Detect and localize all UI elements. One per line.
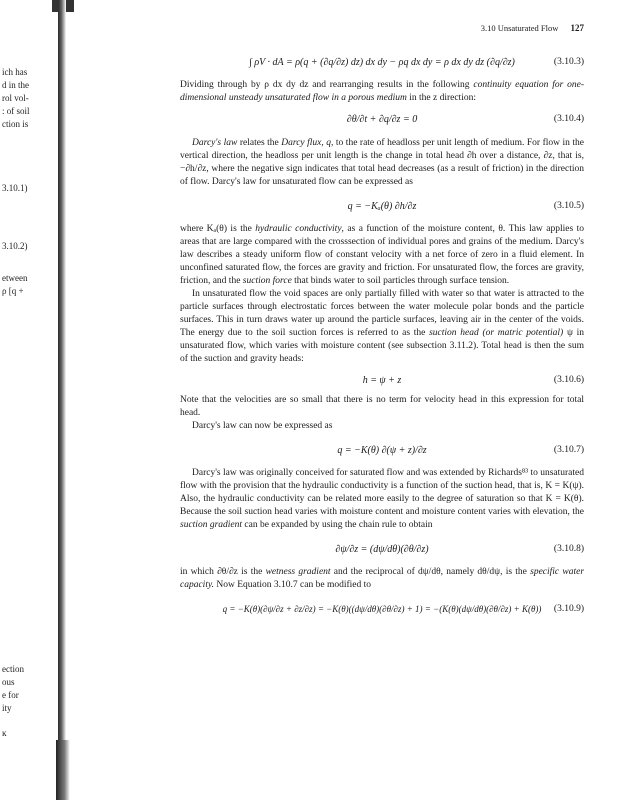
paragraph: in which ∂θ/∂z is the wetness gradient and the reciprocal of dψ/dθ, namely dθ/dψ, is the specific water capacity. Now Equation 3.10.7 can be modified to bbox=[180, 567, 585, 590]
equation-expression: q = −K(θ) ∂(ψ + z)/∂z bbox=[337, 444, 427, 456]
adjacent-page-fragment: ĸ bbox=[2, 728, 7, 738]
equation-expression: q = −Kₐ(θ) ∂h/∂z bbox=[347, 200, 417, 212]
adjacent-page-fragment: rol vol- bbox=[2, 93, 29, 103]
section-title: 3.10 Unsaturated Flow bbox=[480, 23, 559, 33]
equation-number: (3.10.8) bbox=[553, 543, 584, 554]
equation-number: (3.10.3) bbox=[553, 56, 584, 67]
paragraph: where Kₐ(θ) is the hydraulic conductivity, as a function of the moisture content, θ. This law applies to areas that are large compared with the crosssection of individual pores and grains of the medium. Darcy's law describes a steady uniform flow of constant velocity with a net force of zero in a fluid element. In unconfined saturated flow, the forces are gravity and friction. For unsaturated flow, the forces are gravity, friction, and the suction force that binds water to soil particles through surface tension. bbox=[180, 224, 584, 286]
equation-number: (3.10.6) bbox=[553, 374, 584, 385]
equation-3-10-6 bbox=[180, 366, 584, 394]
paragraph: Darcy's law relates the Darcy flux, q, to the rate of headloss per unit length of medium. For flow in the vertical direction, the headloss per unit length is the change in total head ∂h over a distance, ∂z, that is, −∂h/∂z, where the negative sign indicates that total head decreases (as a result of friction) in the direction of flow. Darcy's law for unsaturated flow can be expressed as bbox=[180, 138, 584, 187]
equation-3-10-5 bbox=[180, 189, 584, 223]
adjacent-page-fragment: e for bbox=[2, 690, 19, 700]
adjacent-page-fragment: : of soil bbox=[2, 106, 30, 116]
equation-3-10-9 bbox=[180, 592, 584, 626]
paragraph: Darcy's law was originally conceived for saturated flow and was extended by Richards⁸³ to unsaturated flow with the provision that the hydraulic conductivity is a function of the suction head, that is, K = K(ψ). Also, the hydraulic conductivity can be related more easily to the degree of saturation so that K = K(θ). Because the soil suction head varies with moisture content and moisture content varies with elevation, the suction gradient can be expanded by using the chain rule to obtain bbox=[180, 468, 584, 530]
equation-3-10-7 bbox=[180, 433, 584, 467]
adjacent-page-fragment: d in the bbox=[2, 80, 29, 90]
page-number: 127 bbox=[570, 23, 584, 33]
adjacent-page-fragment: ection bbox=[2, 664, 24, 674]
paragraph: Darcy's law can now be expressed as bbox=[192, 421, 333, 431]
binding-shadow-bottom bbox=[56, 740, 70, 800]
adjacent-page-fragment: 3.10.1) bbox=[2, 183, 28, 193]
paragraph: Note that the velocities are so small that there is no term for velocity head in this expression for total head. bbox=[180, 395, 584, 418]
adjacent-page-fragment: ich has bbox=[2, 67, 28, 77]
equation-expression: ∂θ/∂t + ∂q/∂z = 0 bbox=[346, 113, 418, 125]
equation-number: (3.10.7) bbox=[553, 444, 584, 455]
equation-expression: ∂ψ/∂z = (dψ/dθ)(∂θ/∂z) bbox=[335, 543, 429, 555]
adjacent-page-fragment: 3.10.2) bbox=[2, 241, 28, 251]
adjacent-page-fragment: ity bbox=[2, 703, 12, 713]
equation-expression: q = −K(θ)(∂ψ/∂z + ∂z/∂z) = −K(θ)((dψ/dθ)(∂θ/∂z) + 1) = −(K(θ)(dψ/dθ)(∂θ/∂z) + K(θ)) bbox=[222, 603, 542, 614]
adjacent-page-fragment: ρ [q + bbox=[2, 286, 24, 296]
equation-expression: h = ψ + z bbox=[362, 374, 402, 386]
equation-number: (3.10.5) bbox=[553, 200, 584, 211]
equation-3-10-8 bbox=[180, 532, 584, 566]
adjacent-page-strip bbox=[0, 0, 58, 800]
running-header bbox=[180, 22, 584, 35]
adjacent-page-fragment: ction is bbox=[2, 119, 29, 129]
equation-expression: ∫ ρV · dA = ρ(q + (∂q/∂z) dz) dx dy − ρq dx dy = ρ dx dy dz (∂q/∂z) bbox=[249, 56, 515, 68]
equation-3-10-3 bbox=[180, 45, 584, 79]
book-page bbox=[180, 22, 584, 626]
equation-number: (3.10.9) bbox=[553, 603, 584, 614]
adjacent-page-fragment: etween bbox=[2, 273, 28, 283]
equation-number: (3.10.4) bbox=[553, 113, 584, 124]
paragraph: In unsaturated flow the void spaces are only partially filled with water so that water is attracted to the particle surfaces through electrostatic forces between the water molecule polar bonds and the particle surfaces. This in turn draws water up around the particle surfaces, leaving air in the center of the voids. The energy due to the soil suction forces is referred to as the suction head (or matric potential) ψ in unsaturated flow, which varies with moisture content (see subsection 3.11.2). Total head is then the sum of the suction and gravity heads: bbox=[180, 289, 584, 364]
equation-3-10-4 bbox=[180, 105, 584, 133]
paragraph: Dividing through by ρ dx dy dz and rearranging results in the following continuity equation for one-dimensional unsteady unsaturated flow in a porous medium in the z direction: bbox=[180, 80, 585, 103]
book-binding-shadow bbox=[58, 0, 66, 800]
adjacent-page-fragment: ous bbox=[2, 677, 15, 687]
